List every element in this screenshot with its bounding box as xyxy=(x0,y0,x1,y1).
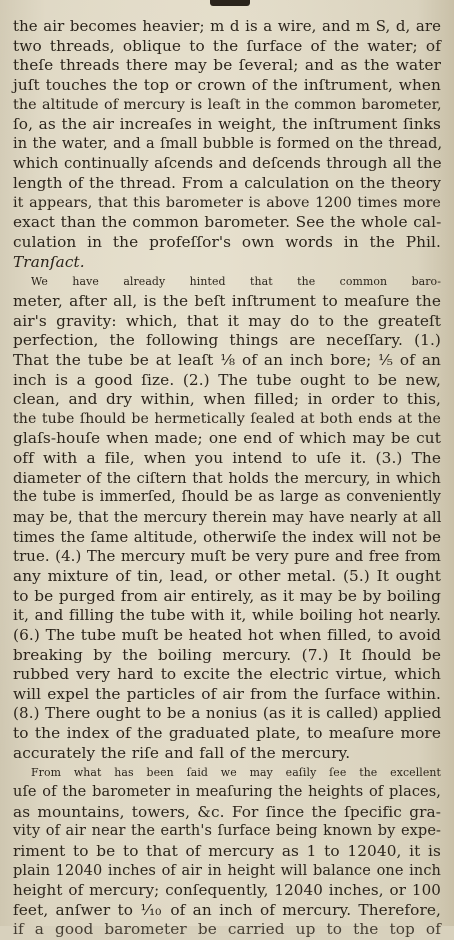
text-line: the altitude of mercury is leaſt in the common barometer, xyxy=(13,96,442,113)
body-text xyxy=(13,17,443,939)
text-line-paragraph-end: Tranſact. xyxy=(13,252,85,271)
text-line: as mountains, towers, &c. For ſince the ſpecific gra- xyxy=(13,802,441,821)
text-line: true. (4.) The mercury muſt be very pure and free from xyxy=(13,547,441,566)
text-line: culation in the profeſſor's own words in the Phil. xyxy=(13,233,441,252)
text-line-cut-off: if a good barometer be carried up to the top of xyxy=(13,920,441,939)
text-line: juſt touches the top or crown of the inſtrument, when xyxy=(13,75,441,94)
text-line: (6.) The tube muſt be heated hot when filled, to avoid xyxy=(13,625,441,644)
text-line: to be purged from air entirely, as it may be by boiling xyxy=(13,586,441,605)
text-line: (8.) There ought to be a nonius (as it is called) applied xyxy=(13,704,442,723)
text-line: will expel the particles of air from the ſurface within. xyxy=(13,684,441,703)
text-line-paragraph-start: From what has been ſaid we may eaſily ſee the excellent xyxy=(31,766,441,780)
text-line: glaſs-houſe when made; one end of which may be cut xyxy=(13,429,441,448)
text-line: two threads, oblique to the ſurface of the water; of xyxy=(13,36,441,55)
text-line: times the ſame altitude, otherwiſe the index will not be xyxy=(13,527,441,546)
text-line: to the index of the graduated plate, to meaſure more xyxy=(13,724,441,743)
text-line: off with a file, when you intend to uſe it. (3.) The xyxy=(13,449,441,468)
text-line: any mixture of tin, lead, or other metal. (5.) It ought xyxy=(13,566,441,585)
text-line: exact than the common barometer. See the whole cal- xyxy=(13,213,442,232)
text-line: That the tube be at leaſt ⅛ of an inch bore; ⅕ of an xyxy=(13,350,441,369)
text-line: may be, that the mercury therein may have nearly at all xyxy=(13,509,442,527)
text-line: theſe threads there may be ſeveral; and as the water xyxy=(13,56,441,75)
text-line: uſe of the barometer in meaſuring the heights of places, xyxy=(13,783,441,800)
text-line: rubbed very hard to excite the electric virtue, which xyxy=(13,665,441,684)
text-line: plain 12040 inches of air in height will balance one inch xyxy=(13,862,441,879)
text-line: ſo, as the air increaſes in weight, the inſtrument ſinks xyxy=(13,115,441,134)
text-line: meter, after all, is the beſt inſtrument to meaſure the xyxy=(13,291,441,310)
text-line: inch is a good ſize. (2.) The tube ought to be new, xyxy=(13,370,441,389)
text-line: perfection, the following things are neceſſary. (1.) xyxy=(13,331,441,350)
text-line: diameter of the ciſtern that holds the mercury, in which xyxy=(13,469,441,487)
text-line: in the water, and a ſmall bubble is formed on the thread, xyxy=(13,135,443,152)
page-top-mark xyxy=(210,0,250,6)
text-line: the tube is immerſed, ſhould be as large as conveniently xyxy=(13,489,441,506)
text-line: clean, and dry within, when filled; in order to this, xyxy=(13,390,441,409)
text-line: feet, anſwer to ⅒ of an inch of mercury. Therefore, xyxy=(13,900,441,919)
text-line: height of mercury; conſequently, 12040 inches, or 100 xyxy=(13,881,441,900)
text-line-paragraph-end: accurately the riſe and fall of the mercury. xyxy=(13,743,351,762)
text-line: breaking by the boiling mercury. (7.) It ſhould be xyxy=(13,645,441,664)
text-line: the tube ſhould be hermetically ſealed at both ends at the xyxy=(13,410,441,427)
text-line: it appears, that this barometer is above 1200 times more xyxy=(13,194,441,211)
text-line-paragraph-start: We have already hinted that the common baro- xyxy=(31,275,441,289)
text-line: length of the thread. From a calculation on the theory xyxy=(13,174,441,193)
text-line: the air becomes heavier; m d is a wire, and m S, d, are xyxy=(13,17,441,35)
text-line: it, and filling the tube with it, while boiling hot nearly. xyxy=(13,606,441,625)
text-line: riment to be to that of mercury as 1 to 12040, it is xyxy=(13,841,441,860)
text-line: air's gravity: which, that it may do to the greateſt xyxy=(13,311,441,330)
text-line: which continually aſcends and deſcends through all the xyxy=(13,154,442,173)
text-line: vity of air near the earth's ſurface being known by expe- xyxy=(13,823,441,840)
